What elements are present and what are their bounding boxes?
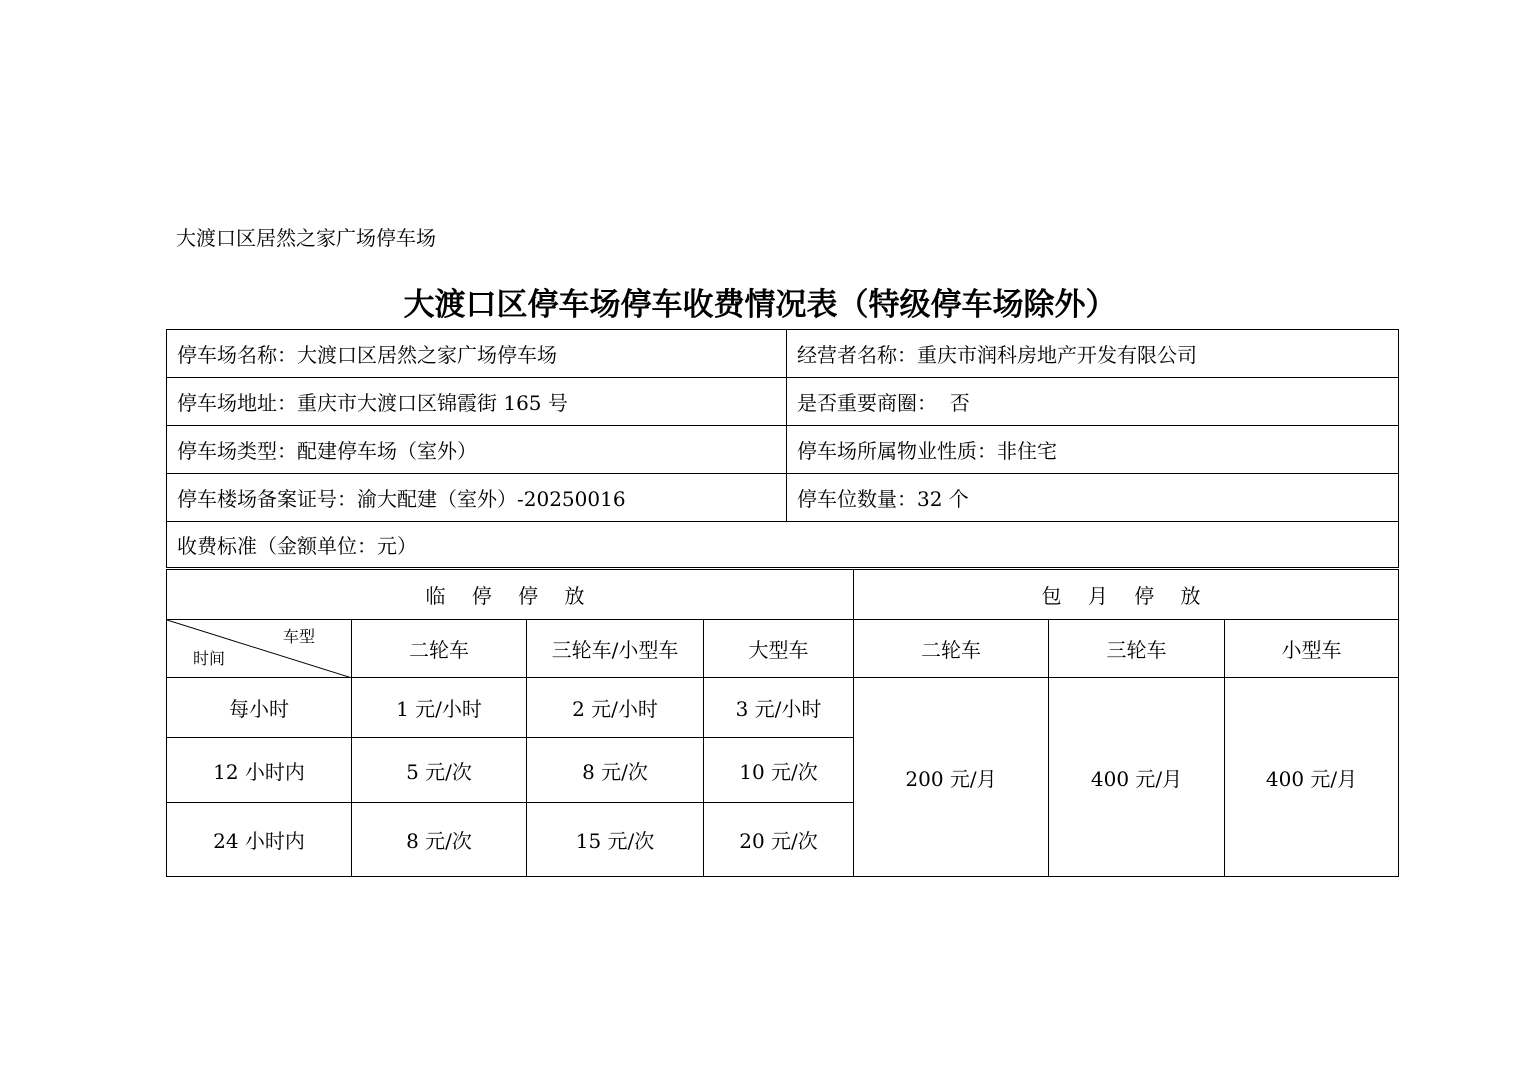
parking-address: 停车场地址：重庆市大渡口区锦霞街 165 号 [167, 378, 787, 426]
time-row-label: 每小时 [167, 678, 352, 738]
time-row-label: 12 小时内 [167, 738, 352, 803]
monthly-col-header: 三轮车 [1049, 620, 1225, 678]
fee-cell: 20 元/次 [704, 803, 854, 877]
business-circle: 是否重要商圈： 否 [787, 378, 1399, 426]
fee-table [166, 569, 1399, 877]
property-nature: 停车场所属物业性质：非住宅 [787, 426, 1399, 474]
monthly-col-header: 二轮车 [854, 620, 1049, 678]
time-label: 时间 [193, 649, 226, 668]
vehicle-type-label: 车型 [282, 627, 315, 646]
record-number: 停车楼场备案证号：渝大配建（室外）-20250016 [167, 474, 787, 522]
temp-parking-header: 临 停 停 放 [167, 570, 854, 620]
monthly-col-header: 小型车 [1225, 620, 1399, 678]
fee-standard-label: 收费标准（金额单位：元） [167, 522, 1399, 568]
temp-col-header: 二轮车 [352, 620, 527, 678]
fee-cell: 2 元/小时 [527, 678, 704, 738]
fee-cell: 15 元/次 [527, 803, 704, 877]
document-title: 大渡口区停车场停车收费情况表（特级停车场除外） [403, 287, 1117, 323]
parking-type: 停车场类型：配建停车场（室外） [167, 426, 787, 474]
fee-cell: 10 元/次 [704, 738, 854, 803]
fee-cell: 5 元/次 [352, 738, 527, 803]
parking-name: 停车场名称：大渡口区居然之家广场停车场 [167, 330, 787, 378]
parking-lot-label: 大渡口区居然之家广场停车场 [176, 226, 436, 250]
fee-cell: 8 元/次 [527, 738, 704, 803]
parking-info-table [166, 329, 1399, 568]
temp-col-header: 大型车 [704, 620, 854, 678]
fee-cell: 8 元/次 [352, 803, 527, 877]
monthly-fee-cell: 200 元/月 [854, 678, 1049, 877]
temp-col-header: 三轮车/小型车 [527, 620, 704, 678]
operator-name: 经营者名称：重庆市润科房地产开发有限公司 [787, 330, 1399, 378]
diagonal-header-cell [167, 620, 352, 678]
space-count: 停车位数量：32 个 [787, 474, 1399, 522]
time-row-label: 24 小时内 [167, 803, 352, 877]
fee-cell: 3 元/小时 [704, 678, 854, 738]
monthly-parking-header: 包 月 停 放 [854, 570, 1399, 620]
fee-cell: 1 元/小时 [352, 678, 527, 738]
monthly-fee-cell: 400 元/月 [1225, 678, 1399, 877]
monthly-fee-cell: 400 元/月 [1049, 678, 1225, 877]
